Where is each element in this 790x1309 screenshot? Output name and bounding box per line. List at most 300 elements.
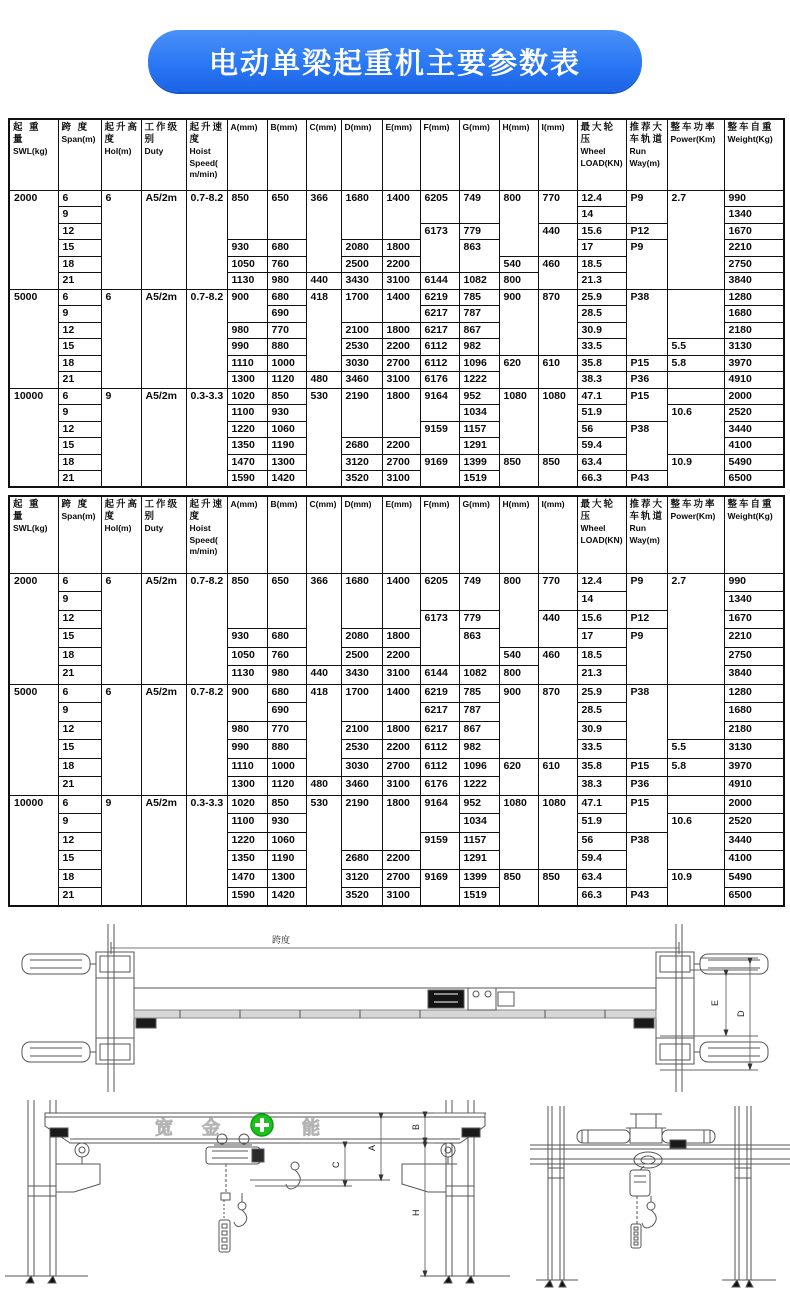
table-cell: 6205 [420, 573, 459, 610]
table-cell: 2530 [341, 339, 382, 356]
table-cell: 6112 [420, 339, 459, 356]
column-header: 工作级别 Duty [141, 119, 186, 190]
table-cell: P9 [626, 573, 667, 610]
table-cell: 1350 [227, 851, 267, 870]
table-cell: 1400 [382, 289, 420, 322]
table-cell: 785 [459, 289, 499, 306]
crane-parameters-table [8, 118, 785, 488]
column-header: 跨 度 Span(m) [58, 119, 101, 190]
table-cell: 1220 [227, 832, 267, 851]
table-cell: A5/2m [141, 388, 186, 487]
table-cell: 900 [499, 289, 538, 355]
table-cell: 1399 [459, 454, 499, 471]
table-cell: P36 [626, 372, 667, 389]
column-header: 整车自重 Weight(Kg) [724, 496, 784, 573]
table-cell: P38 [626, 289, 667, 355]
table-cell: A5/2m [141, 573, 186, 684]
table-cell: 10.9 [667, 454, 724, 487]
table-cell: 1082 [459, 273, 499, 290]
table-cell: 610 [538, 355, 577, 388]
table-cell: 863 [459, 629, 499, 666]
table-cell: 800 [499, 573, 538, 647]
table-cell: 15 [58, 851, 101, 870]
table-cell: 6173 [420, 223, 459, 273]
table-cell: 460 [538, 647, 577, 684]
table-cell: 3520 [341, 471, 382, 488]
table-cell: 9 [58, 405, 101, 422]
crane-plan-view-drawing [0, 918, 790, 1098]
table-row [9, 795, 784, 814]
table-cell: 1680 [341, 190, 382, 240]
column-header: 起 重 量 SWL(kg) [9, 119, 58, 190]
dim-label-c: C [331, 1161, 341, 1168]
table-cell: 3100 [382, 777, 420, 796]
watermark-char-2: 金 [202, 1118, 220, 1138]
table-cell: 980 [227, 322, 267, 339]
table-cell: 21 [58, 273, 101, 290]
table-cell: 9 [58, 592, 101, 611]
table-cell: 610 [538, 758, 577, 795]
table-cell: 5.8 [667, 758, 724, 777]
table-cell: 9164 [420, 795, 459, 832]
table-cell: 1020 [227, 795, 267, 814]
table-cell: P43 [626, 471, 667, 488]
table-cell: 14 [577, 592, 626, 611]
table-cell: 21 [58, 777, 101, 796]
table-cell: 3430 [341, 273, 382, 290]
table-cell: 1120 [267, 372, 306, 389]
column-header: 起升速度 Hoist Speed( m/min) [186, 496, 227, 573]
column-header: I(mm) [538, 119, 577, 190]
table-cell: 2680 [341, 438, 382, 455]
side-right-column [735, 1106, 751, 1280]
table-cell: 0.7-8.2 [186, 289, 227, 388]
table-cell: 2200 [382, 740, 420, 759]
table-cell: 1800 [382, 721, 420, 740]
table-cell: 6217 [420, 721, 459, 740]
table-cell: 1080 [499, 388, 538, 454]
table-cell: 952 [459, 388, 499, 405]
table-cell: 2700 [382, 869, 420, 888]
table-cell: 650 [267, 573, 306, 629]
column-header: 起升速度 Hoist Speed( m/min) [186, 119, 227, 190]
table-cell: 2500 [341, 647, 382, 666]
table-cell: 3100 [382, 372, 420, 389]
table-cell [667, 289, 724, 339]
table-cell: 1680 [724, 703, 784, 722]
table-cell: 2200 [382, 647, 420, 666]
table-cell: 540 [499, 647, 538, 666]
table-cell: 1670 [724, 610, 784, 629]
table-cell: 982 [459, 339, 499, 356]
table-cell: 25.9 [577, 684, 626, 703]
column-header: 起 重 量 SWL(kg) [9, 496, 58, 573]
column-header: G(mm) [459, 496, 499, 573]
end-truck-side [577, 1114, 715, 1148]
table-cell: 2.7 [667, 190, 724, 289]
table-cell: 3100 [382, 666, 420, 685]
table-cell: 2190 [341, 388, 382, 438]
table-cell: 1100 [227, 814, 267, 833]
table-cell: 2100 [341, 322, 382, 339]
table-cell: 2200 [382, 438, 420, 455]
table-cell: 1420 [267, 471, 306, 488]
table-cell: 980 [267, 666, 306, 685]
table-cell: 680 [267, 289, 306, 306]
table-cell: 15 [58, 240, 101, 257]
table-cell: 1700 [341, 684, 382, 721]
table-cell: 850 [227, 573, 267, 629]
table-cell: 366 [306, 573, 341, 666]
table-cell: 15 [58, 740, 101, 759]
crane-drawings [0, 918, 790, 1309]
table-cell: P9 [626, 240, 667, 290]
column-header: 跨 度 Span(m) [58, 496, 101, 573]
table-cell: 2700 [382, 454, 420, 471]
watermark-char-1: 宽 [155, 1118, 173, 1138]
table-cell: 0.7-8.2 [186, 573, 227, 684]
left-corbel [56, 1164, 100, 1192]
table-cell: 785 [459, 684, 499, 703]
table-cell: 18.5 [577, 256, 626, 273]
table-cell [667, 795, 724, 814]
table-cell: 1080 [538, 795, 577, 869]
raised-hook [286, 1162, 300, 1189]
table-cell: 28.5 [577, 703, 626, 722]
table-cell: 1291 [459, 851, 499, 870]
table-cell: P15 [626, 355, 667, 372]
table-cell: 4100 [724, 438, 784, 455]
table-cell: 6219 [420, 684, 459, 703]
table-cell: 1220 [227, 421, 267, 438]
table-cell: 2000 [9, 190, 58, 289]
table-cell: 760 [267, 647, 306, 666]
table-cell: 15.6 [577, 610, 626, 629]
table-cell: 21 [58, 372, 101, 389]
table-cell: 440 [306, 273, 341, 290]
table-cell: 2180 [724, 721, 784, 740]
table-cell: 2000 [9, 573, 58, 684]
table-cell: 850 [499, 869, 538, 906]
table-cell: 51.9 [577, 405, 626, 422]
table-cell: 1519 [459, 471, 499, 488]
side-left-column [548, 1106, 564, 1280]
table-cell: 1400 [382, 190, 420, 240]
table-cell: 850 [267, 388, 306, 405]
table-cell: 9 [58, 306, 101, 323]
table-cell: 690 [267, 703, 306, 722]
table-cell: 21.3 [577, 666, 626, 685]
table-cell: 1800 [382, 240, 420, 257]
table-cell: 56 [577, 832, 626, 851]
table-cell: 6217 [420, 306, 459, 323]
table-cell: 900 [227, 289, 267, 322]
table-cell: 650 [267, 190, 306, 240]
table-cell: 2700 [382, 758, 420, 777]
table-cell: 850 [227, 190, 267, 240]
side-ground-line [536, 1280, 776, 1287]
table-cell: 1800 [382, 629, 420, 648]
table-cell: A5/2m [141, 289, 186, 388]
table-cell: 6173 [420, 610, 459, 666]
table-cell: 1400 [382, 573, 420, 629]
table-cell: 10000 [9, 388, 58, 487]
table-cell: 800 [499, 190, 538, 256]
table-cell: 33.5 [577, 740, 626, 759]
table-cell: 1670 [724, 223, 784, 240]
column-header: 整车功率 Power(Km) [667, 496, 724, 573]
column-header: C(mm) [306, 496, 341, 573]
table-cell: 12 [58, 832, 101, 851]
table-cell: 800 [499, 273, 538, 290]
table-cell: 35.8 [577, 758, 626, 777]
table-cell: P38 [626, 832, 667, 888]
parameters-table-1 [8, 118, 783, 488]
table-cell: 38.3 [577, 372, 626, 389]
table-cell: 1120 [267, 777, 306, 796]
table-cell: 3100 [382, 471, 420, 488]
column-header: 整车自重 Weight(Kg) [724, 119, 784, 190]
table-cell: 770 [538, 190, 577, 223]
table-cell: 5.5 [667, 339, 724, 356]
table-cell: 2530 [341, 740, 382, 759]
table-row [9, 684, 784, 703]
table-cell: 9159 [420, 832, 459, 869]
table-cell: 770 [267, 721, 306, 740]
table-cell: 1291 [459, 438, 499, 455]
table-cell: 1350 [227, 438, 267, 455]
hoist-trolley-front [206, 1134, 264, 1200]
table-cell: 5000 [9, 684, 58, 795]
table-cell: P9 [626, 629, 667, 685]
table-cell: 1680 [724, 306, 784, 323]
table-cell: 2520 [724, 405, 784, 422]
table-cell: 56 [577, 421, 626, 438]
table-cell: 779 [459, 223, 499, 240]
table-cell: 1157 [459, 832, 499, 851]
ground-line [5, 1276, 510, 1283]
table-cell: 1800 [382, 322, 420, 339]
table-cell: 18 [58, 647, 101, 666]
hoist-side [630, 1152, 662, 1224]
table-cell: 1680 [341, 573, 382, 629]
hoist-hook [234, 1193, 247, 1226]
table-cell: 6217 [420, 322, 459, 339]
column-header: H(mm) [499, 496, 538, 573]
table-cell: 1470 [227, 454, 267, 471]
crane-side-view-drawing [530, 1098, 790, 1309]
table-cell: 863 [459, 240, 499, 273]
pendant-control [219, 1200, 230, 1252]
table-cell: 930 [267, 814, 306, 833]
column-header: 工作级别 Duty [141, 496, 186, 573]
table-cell: 1519 [459, 888, 499, 907]
span-label: 跨度 [272, 935, 291, 945]
bridge-girder-plan [134, 988, 656, 1018]
table-cell: 35.8 [577, 355, 626, 372]
table-cell: 2210 [724, 629, 784, 648]
table-cell: 15 [58, 629, 101, 648]
table-cell: 990 [227, 339, 267, 356]
table-row [9, 573, 784, 592]
table-cell: 12 [58, 223, 101, 240]
column-header: E(mm) [382, 496, 420, 573]
header-row [9, 496, 784, 573]
table-cell: 867 [459, 322, 499, 339]
table-cell: 2.7 [667, 573, 724, 684]
table-cell: 1280 [724, 684, 784, 703]
column-header: A(mm) [227, 119, 267, 190]
table-cell: 6 [58, 190, 101, 207]
table-cell: 620 [499, 758, 538, 795]
table-cell: P9 [626, 190, 667, 223]
table-cell: 440 [538, 223, 577, 256]
table-cell: 10.6 [667, 405, 724, 455]
table-cell: 440 [306, 666, 341, 685]
table-cell: 1222 [459, 372, 499, 389]
table-cell: 850 [538, 869, 577, 906]
table-cell: 690 [267, 306, 306, 323]
column-header: F(mm) [420, 496, 459, 573]
table-cell: 21 [58, 888, 101, 907]
table-cell: 5.8 [667, 355, 724, 372]
page-title: 电动单梁起重机主要参数表 [148, 30, 642, 92]
column-header: A(mm) [227, 496, 267, 573]
table-cell: 770 [538, 573, 577, 610]
table-cell: 1000 [267, 355, 306, 372]
table-cell: 770 [267, 322, 306, 339]
table-cell: 10.9 [667, 869, 724, 906]
table-cell: 2750 [724, 256, 784, 273]
column-header: 推荐大车轨道 Run Way(m) [626, 496, 667, 573]
table-cell: 1096 [459, 355, 499, 372]
table-cell: 1800 [382, 795, 420, 851]
buffer-top-right [694, 954, 768, 974]
table-cell: 3460 [341, 372, 382, 389]
span-dimension-line [111, 942, 679, 954]
buffer-top-left [22, 954, 96, 974]
table-cell: P36 [626, 777, 667, 796]
table-cell: 1080 [538, 388, 577, 454]
table-cell: 12 [58, 721, 101, 740]
table-cell: 5.5 [667, 740, 724, 759]
column-header: 最大轮压 Wheel LOAD(KN) [577, 496, 626, 573]
right-corbel [402, 1164, 446, 1192]
table-cell: 17 [577, 629, 626, 648]
column-header: D(mm) [341, 119, 382, 190]
table-cell [667, 388, 724, 405]
table-cell: 6500 [724, 888, 784, 907]
table-row [9, 388, 784, 405]
column-header: 最大轮压 Wheel LOAD(KN) [577, 119, 626, 190]
table-cell: 1050 [227, 647, 267, 666]
table-cell: 680 [267, 684, 306, 703]
table-cell: 2080 [341, 240, 382, 257]
table-cell: 21 [58, 471, 101, 488]
crane-front-view-drawing [0, 1098, 530, 1309]
table-cell: 14 [577, 207, 626, 224]
buffer-bottom-left [22, 1042, 96, 1062]
table-cell: A5/2m [141, 795, 186, 906]
table-cell: 1190 [267, 851, 306, 870]
table-cell: 6144 [420, 273, 459, 290]
table-cell: 3520 [341, 888, 382, 907]
table-cell: 880 [267, 339, 306, 356]
table-cell: 6176 [420, 777, 459, 796]
table-cell: 2000 [724, 388, 784, 405]
table-cell: 6205 [420, 190, 459, 223]
table-cell: 3430 [341, 666, 382, 685]
column-header: C(mm) [306, 119, 341, 190]
table-cell: 6217 [420, 703, 459, 722]
table-cell: 0.7-8.2 [186, 684, 227, 795]
table-cell [667, 372, 724, 389]
table-cell: 530 [306, 795, 341, 906]
table-cell: 5490 [724, 869, 784, 888]
table-cell: 3970 [724, 355, 784, 372]
side-pendant-control [631, 1224, 641, 1248]
table-cell [667, 777, 724, 796]
table-cell: 5490 [724, 454, 784, 471]
table-cell: 1100 [227, 405, 267, 422]
table-cell: 0.7-8.2 [186, 190, 227, 289]
table-cell: 9 [58, 814, 101, 833]
column-header: 推荐大车轨道 Run Way(m) [626, 119, 667, 190]
column-header: 整车功率 Power(Km) [667, 119, 724, 190]
column-header: D(mm) [341, 496, 382, 573]
table-cell: 1470 [227, 869, 267, 888]
table-cell: 800 [499, 666, 538, 685]
table-cell: 3460 [341, 777, 382, 796]
table-cell: 930 [267, 405, 306, 422]
table-cell: 6 [58, 795, 101, 814]
table-cell: 1130 [227, 273, 267, 290]
table-cell: 3100 [382, 888, 420, 907]
table-cell: 530 [306, 388, 341, 487]
table-cell: 900 [499, 684, 538, 758]
table-cell: 980 [267, 273, 306, 290]
table-cell: 12.4 [577, 573, 626, 592]
table-cell: 3130 [724, 339, 784, 356]
table-cell: 63.4 [577, 454, 626, 471]
table-cell: 1050 [227, 256, 267, 273]
table-cell: 38.3 [577, 777, 626, 796]
crane-parameters-table [8, 495, 785, 907]
dim-label-e: E [710, 999, 720, 1006]
column-header: B(mm) [267, 496, 306, 573]
table-cell: 990 [724, 573, 784, 592]
table-cell: 900 [227, 684, 267, 721]
table-cell: 18.5 [577, 647, 626, 666]
table-cell: 1340 [724, 592, 784, 611]
table-cell: 15 [58, 339, 101, 356]
column-header: E(mm) [382, 119, 420, 190]
table-cell: 3840 [724, 666, 784, 685]
table-cell: 1110 [227, 758, 267, 777]
table-cell: 6500 [724, 471, 784, 488]
table-cell: 787 [459, 703, 499, 722]
table-cell: 1400 [382, 684, 420, 721]
table-cell: 6112 [420, 355, 459, 372]
table-cell: 2750 [724, 647, 784, 666]
table-row [9, 289, 784, 306]
table-cell: 2100 [341, 721, 382, 740]
parameters-table-2 [8, 495, 783, 907]
table-cell: 2200 [382, 851, 420, 870]
table-cell: 9 [58, 703, 101, 722]
table-cell: 12 [58, 421, 101, 438]
table-cell: 6 [101, 289, 141, 388]
